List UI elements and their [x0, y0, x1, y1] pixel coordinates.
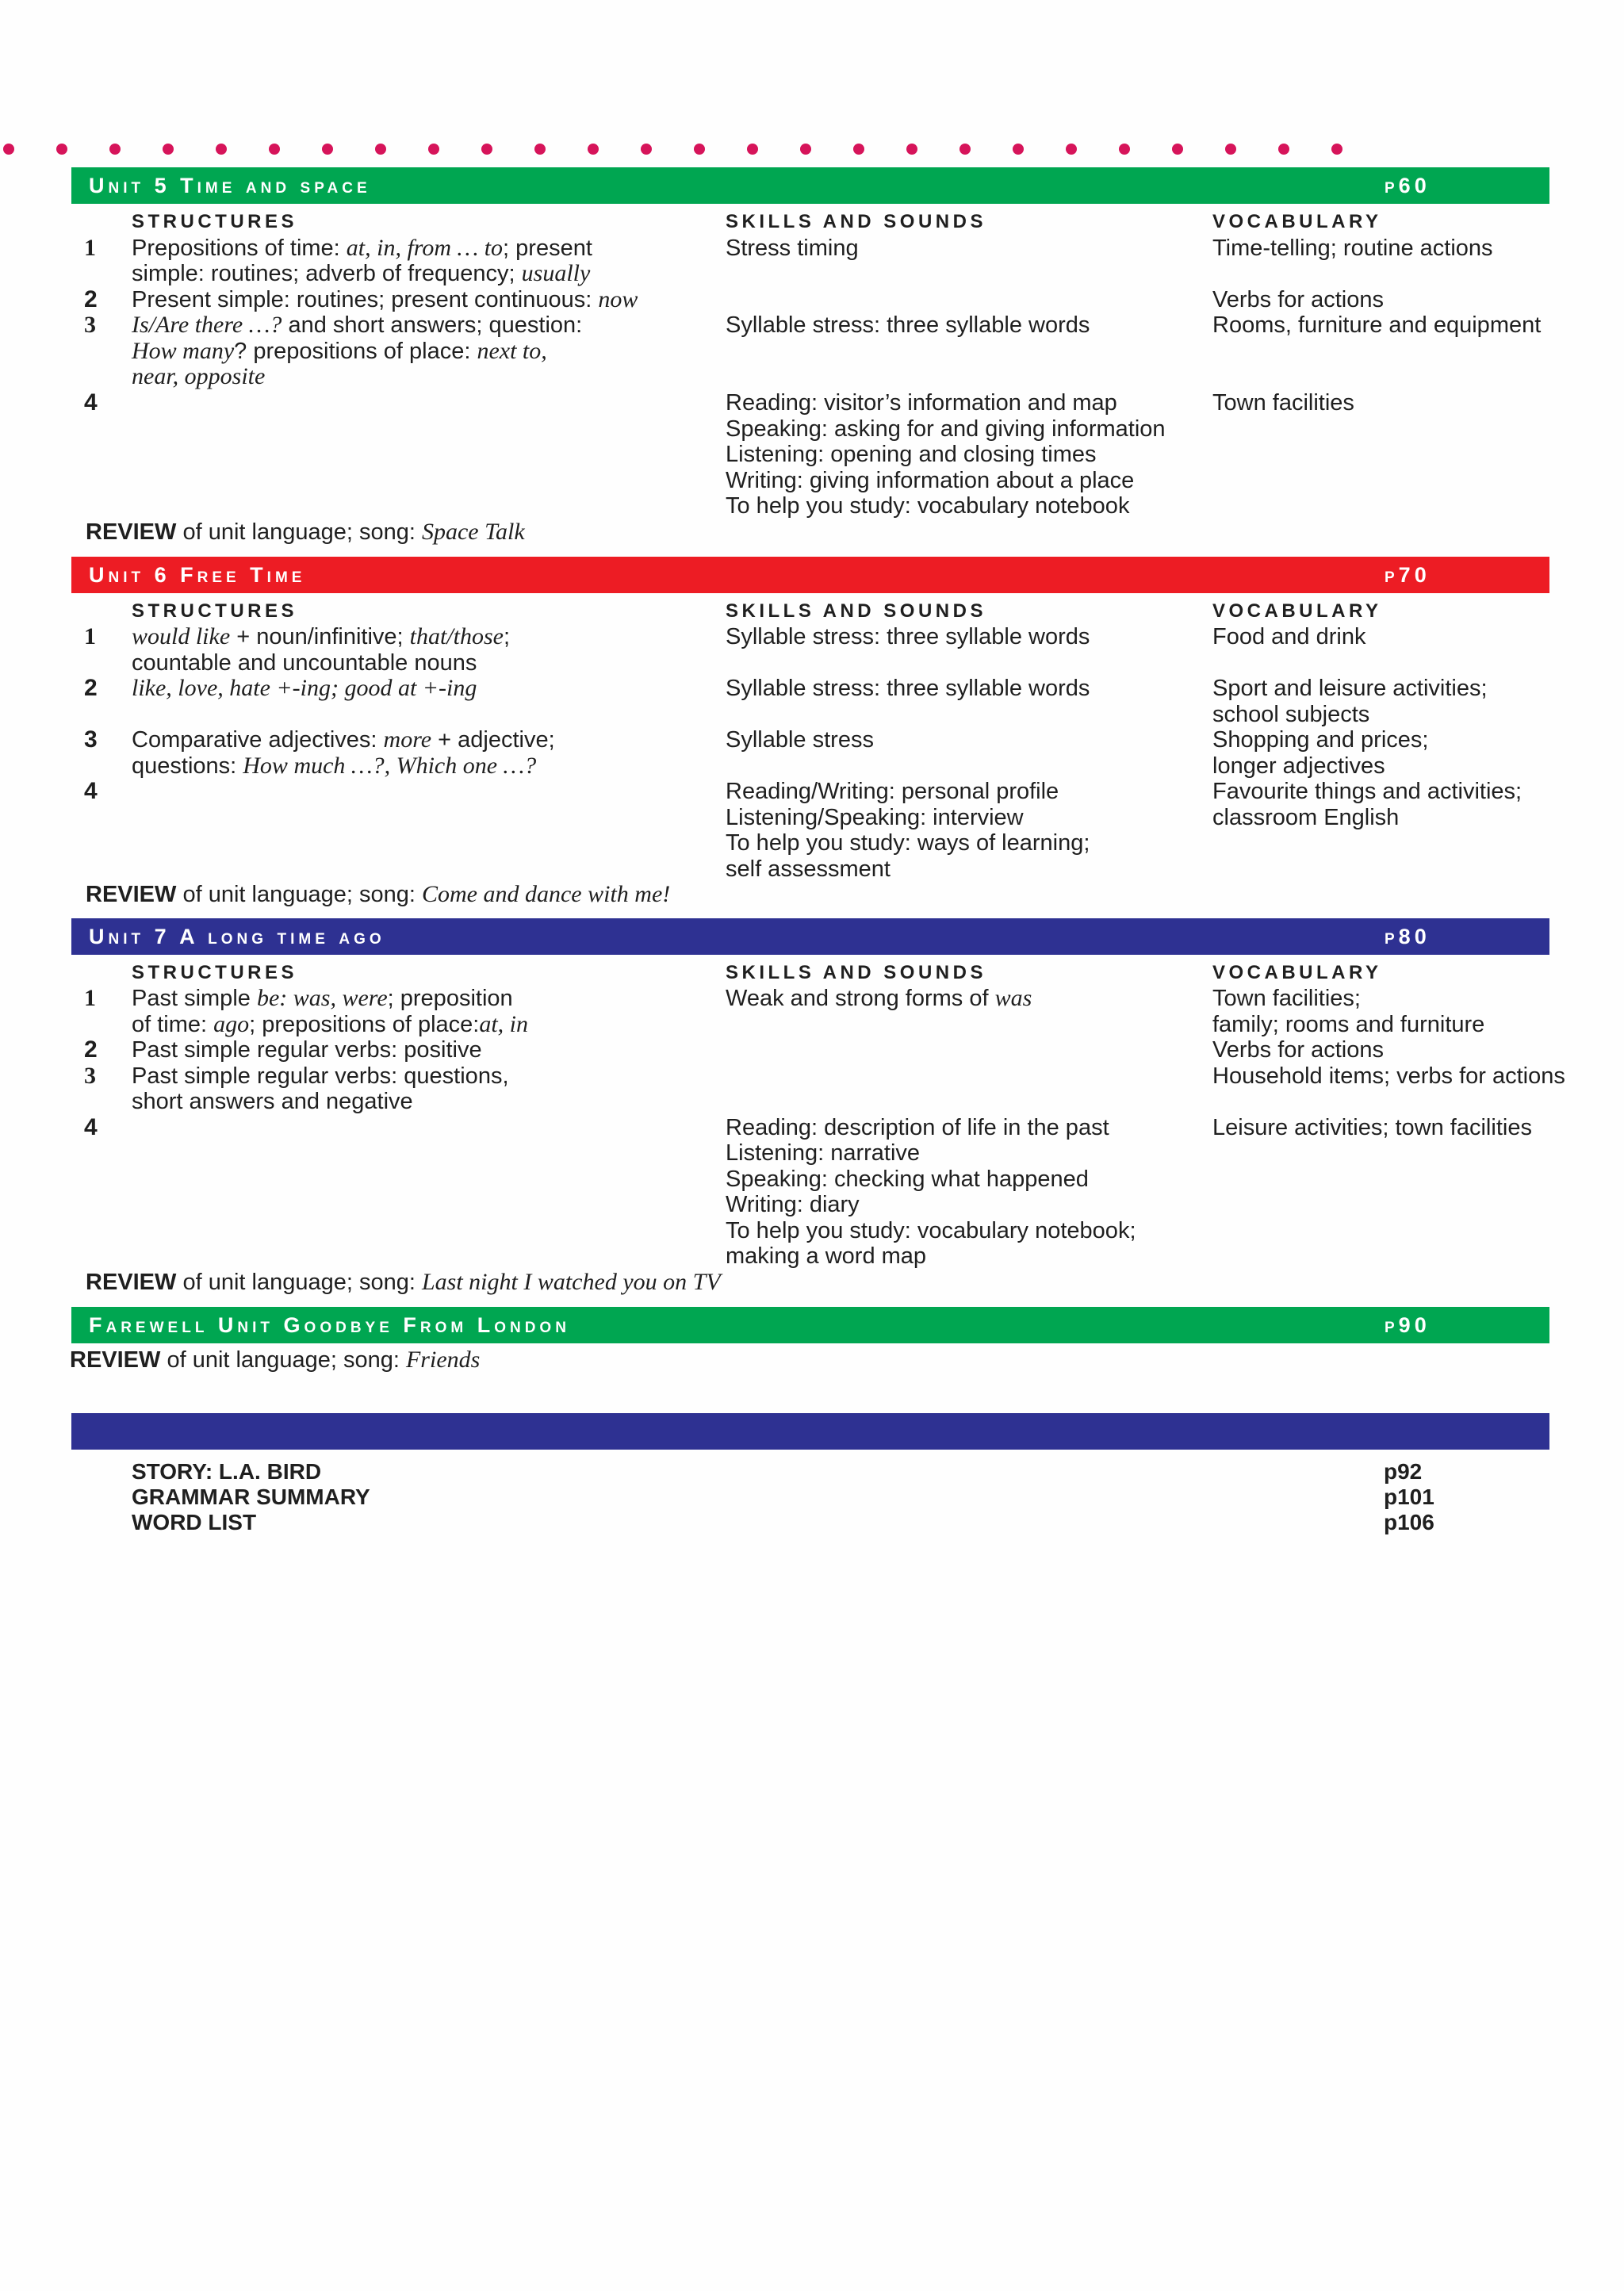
decorative-dot-row [0, 136, 1364, 160]
unit-5-structure-line: How many? prepositions of place: next to, [132, 338, 547, 364]
unit-7-lesson-number: 2 [84, 1036, 98, 1063]
unit-6-vocabulary: longer adjectives [1212, 753, 1385, 779]
unit-5-header-bar [71, 167, 1549, 204]
unit-7-skills-heading: SKILLS AND SOUNDS [726, 962, 986, 983]
unit-5-skill: Stress timing [726, 236, 859, 261]
unit-6-structure-line: countable and uncountable nouns [132, 650, 477, 676]
unit-6-vocabulary-heading: VOCABULARY [1212, 600, 1382, 622]
unit-6-structure-line: like, love, hate +-ing; good at +-ing [132, 675, 477, 701]
decorative-dot [56, 144, 67, 155]
unit-6-vocabulary: Sport and leisure activities; [1212, 676, 1488, 701]
decorative-dot [1066, 144, 1077, 155]
extras-item-label: GRAMMAR SUMMARY [132, 1485, 370, 1509]
unit-5-vocabulary: Time-telling; routine actions [1212, 236, 1493, 261]
unit-7-vocabulary: Town facilities; [1212, 986, 1361, 1011]
decorative-dot [3, 144, 14, 155]
unit-7-structure-line: Past simple regular verbs: positive [132, 1037, 482, 1063]
decorative-dot [375, 144, 386, 155]
extras-item-label: STORY: L.A. BIRD [132, 1459, 322, 1484]
unit-5-skill: Syllable stress: three syllable words [726, 312, 1090, 338]
decorative-dot [322, 144, 333, 155]
unit-6-lesson-number: 3 [84, 726, 98, 753]
decorative-dot [641, 144, 652, 155]
extras-item-page: p92 [1384, 1459, 1423, 1484]
unit-7-vocabulary: Household items; verbs for actions [1212, 1063, 1565, 1089]
decorative-dot [800, 144, 811, 155]
extras-item-page: p101 [1384, 1485, 1434, 1509]
decorative-dot [1119, 144, 1130, 155]
unit-5-review: REVIEW of unit language; song: Space Talk [86, 519, 525, 545]
unit-7-skill: Reading: description of life in the past [726, 1115, 1109, 1140]
decorative-dot [428, 144, 439, 155]
unit-5-structures-heading: STRUCTURES [132, 211, 298, 232]
decorative-dot [1172, 144, 1183, 155]
unit-5-vocabulary: Town facilities [1212, 390, 1354, 416]
unit-7-vocabulary-heading: VOCABULARY [1212, 962, 1382, 983]
decorative-dot [216, 144, 227, 155]
unit-7-structure-line: of time: ago; prepositions of place:at, in [132, 1011, 528, 1037]
decorative-dot [959, 144, 971, 155]
farewell-unit-header-bar [71, 1307, 1549, 1343]
decorative-dot [1013, 144, 1024, 155]
unit-7-lesson-number: 1 [84, 985, 96, 1011]
unit-7-vocabulary: family; rooms and furniture [1212, 1012, 1485, 1037]
unit-6-skill: Syllable stress: three syllable words [726, 624, 1090, 649]
unit-5-skill: To help you study: vocabulary notebook [726, 493, 1130, 519]
unit-7-skill: Speaking: checking what happened [726, 1167, 1089, 1192]
unit-5-title: Unit 5 Time and space [89, 174, 371, 197]
decorative-dot [481, 144, 492, 155]
farewell-unit-page: p90 [1385, 1313, 1431, 1337]
decorative-dot [163, 144, 174, 155]
unit-6-skill: Listening/Speaking: interview [726, 805, 1024, 830]
decorative-dot [588, 144, 599, 155]
unit-6-structure-line: Comparative adjectives: more + adjective; [132, 726, 555, 753]
unit-6-skill: Syllable stress: three syllable words [726, 676, 1090, 701]
unit-7-title: Unit 7 A long time ago [89, 925, 385, 948]
unit-5-structure-line: near, opposite [132, 363, 266, 389]
unit-5-skill: Speaking: asking for and giving information [726, 416, 1166, 442]
unit-6-skill: To help you study: ways of learning; [726, 830, 1090, 856]
unit-7-structure-line: short answers and negative [132, 1089, 413, 1114]
decorative-dot [1225, 144, 1236, 155]
unit-6-structure-line: questions: How much …?, Which one …? [132, 753, 537, 779]
unit-7-structures-heading: STRUCTURES [132, 962, 298, 983]
unit-5-vocabulary: Verbs for actions [1212, 287, 1384, 312]
unit-6-lesson-number: 1 [84, 623, 96, 649]
unit-7-lesson-number: 3 [84, 1063, 96, 1089]
unit-5-skills-heading: SKILLS AND SOUNDS [726, 211, 986, 232]
extras-item-label: WORD LIST [132, 1510, 257, 1534]
unit-6-vocabulary: Shopping and prices; [1212, 727, 1429, 753]
unit-7-review: REVIEW of unit language; song: Last night I watched you on TV [86, 1269, 721, 1295]
farewell-review: REVIEW of unit language; song: Friends [70, 1347, 481, 1373]
decorative-dot [906, 144, 917, 155]
unit-5-structure-line: Present simple: routines; present continuous: now [132, 286, 638, 312]
farewell-unit-title: Farewell Unit Goodbye From London [89, 1313, 570, 1337]
unit-5-structure-line: simple: routines; adverb of frequency; usually [132, 260, 591, 286]
unit-5-page: p60 [1385, 174, 1431, 197]
decorative-dot [694, 144, 705, 155]
unit-6-page: p70 [1385, 563, 1431, 587]
unit-7-skill: To help you study: vocabulary notebook; [726, 1218, 1136, 1243]
unit-6-lesson-number: 4 [84, 778, 98, 804]
decorative-dot [853, 144, 864, 155]
unit-5-structure-line: Prepositions of time: at, in, from … to; present [132, 235, 592, 261]
unit-7-skill: Weak and strong forms of was [726, 985, 1032, 1011]
unit-5-skill: Reading: visitor’s information and map [726, 390, 1117, 416]
unit-7-lesson-number: 4 [84, 1114, 98, 1140]
unit-6-vocabulary: Food and drink [1212, 624, 1366, 649]
unit-6-review: REVIEW of unit language; song: Come and dance with me! [86, 881, 671, 907]
unit-5-lesson-number: 1 [84, 235, 96, 261]
unit-7-page: p80 [1385, 925, 1431, 948]
unit-7-skill: Writing: diary [726, 1192, 860, 1217]
unit-5-lesson-number: 2 [84, 286, 98, 312]
unit-5-skill: Writing: giving information about a place [726, 468, 1135, 493]
unit-7-skill: Listening: narrative [726, 1140, 921, 1166]
unit-7-vocabulary: Verbs for actions [1212, 1037, 1384, 1063]
decorative-dot [534, 144, 546, 155]
decorative-dot [109, 144, 121, 155]
unit-6-vocabulary: school subjects [1212, 702, 1370, 727]
unit-5-vocabulary: Rooms, furniture and equipment [1212, 312, 1542, 338]
unit-5-vocabulary-heading: VOCABULARY [1212, 211, 1382, 232]
unit-5-structure-line: Is/Are there …? and short answers; question: [132, 312, 583, 338]
unit-6-skills-heading: SKILLS AND SOUNDS [726, 600, 986, 622]
decorative-dot [269, 144, 280, 155]
unit-6-vocabulary: Favourite things and activities; [1212, 779, 1522, 804]
decorative-dot [1278, 144, 1289, 155]
unit-6-structure-line: would like + noun/infinitive; that/those; [132, 623, 511, 649]
unit-6-vocabulary: classroom English [1212, 805, 1400, 830]
unit-7-skill: making a word map [726, 1243, 927, 1269]
decorative-dot [747, 144, 758, 155]
unit-6-structures-heading: STRUCTURES [132, 600, 298, 622]
unit-6-header-bar [71, 557, 1549, 593]
unit-6-lesson-number: 2 [84, 675, 98, 701]
unit-6-skill: self assessment [726, 856, 891, 882]
unit-5-lesson-number: 4 [84, 389, 98, 416]
unit-7-header-bar [71, 918, 1549, 955]
extras-header-bar [71, 1413, 1549, 1450]
extras-item-page: p106 [1384, 1510, 1434, 1534]
decorative-dot [1331, 144, 1342, 155]
unit-7-structure-line: Past simple be: was, were; preposition [132, 985, 513, 1011]
unit-5-skill: Listening: opening and closing times [726, 442, 1097, 467]
unit-7-structure-line: Past simple regular verbs: questions, [132, 1063, 509, 1089]
unit-6-skill: Syllable stress [726, 727, 874, 753]
unit-7-vocabulary: Leisure activities; town facilities [1212, 1115, 1532, 1140]
unit-6-skill: Reading/Writing: personal profile [726, 779, 1059, 804]
unit-5-lesson-number: 3 [84, 312, 96, 338]
unit-6-title: Unit 6 Free Time [89, 563, 306, 587]
